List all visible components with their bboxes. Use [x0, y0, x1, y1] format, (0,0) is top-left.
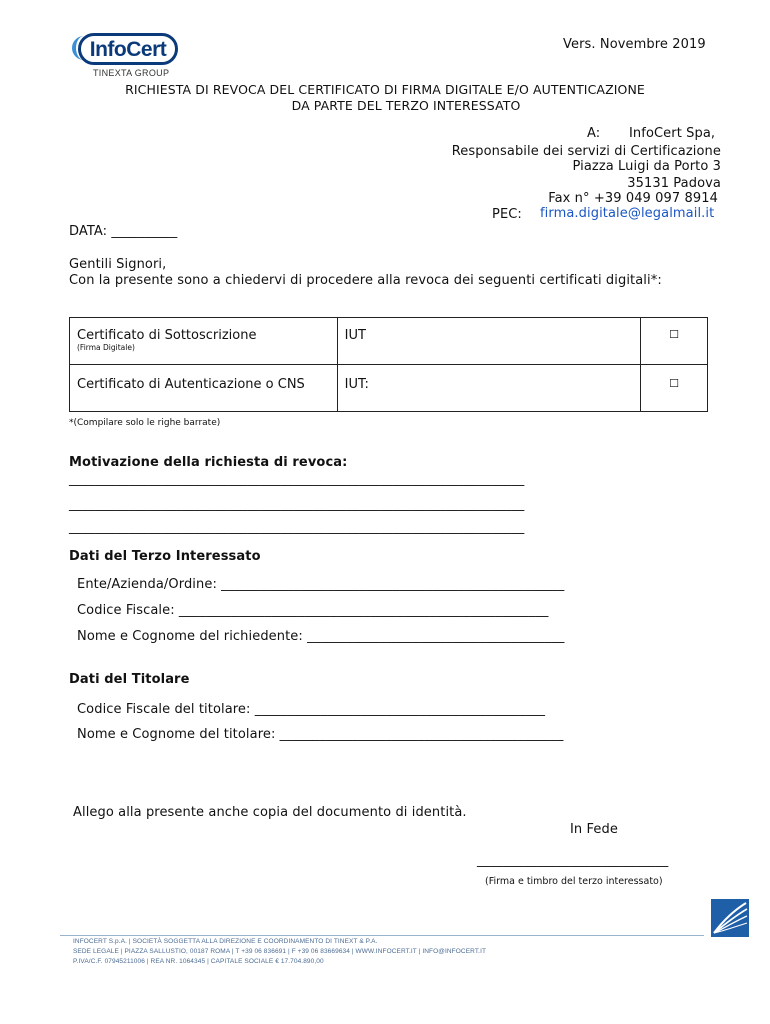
recipient-line2: Piazza Luigi da Porto 3	[572, 159, 721, 174]
date-field[interactable]: DATA: __________	[69, 224, 178, 239]
certificate-name: Certificato di Autenticazione o CNS	[77, 377, 305, 392]
third-party-heading: Dati del Terzo Interessato	[69, 549, 261, 564]
holder-name-field[interactable]: Nome e Cognome del titolare: ___________________________________________	[77, 727, 564, 742]
table-note: *(Compilare solo le righe barrate)	[69, 418, 221, 428]
pec-label: PEC:	[492, 207, 522, 222]
logo-subtitle: TINEXTA GROUP	[93, 68, 170, 78]
recipient-fax: Fax n° +39 049 097 8914	[548, 191, 718, 206]
recipient-to-label: A:	[587, 126, 601, 141]
infocert-logo	[78, 33, 178, 65]
table-row	[70, 318, 708, 365]
motivation-line-2[interactable]: _____________________________________________________________________	[69, 497, 525, 512]
recipient-line3: 35131 Padova	[627, 176, 721, 191]
footer-line-3: P.IVA/C.F. 07945211006 | REA NR. 1064345 | CAPITALE SOCIALE € 17.704.890,00	[73, 958, 324, 965]
greeting: Gentili Signori,	[69, 257, 167, 272]
iut-field[interactable]: IUT	[337, 318, 640, 365]
motivation-heading: Motivazione della richiesta di revoca:	[69, 455, 348, 470]
logo-text: InfoCert	[89, 38, 167, 61]
iut-field[interactable]: IUT:	[337, 365, 640, 412]
recipient-name: InfoCert Spa,	[629, 126, 716, 141]
certificate-checkbox[interactable]: ☐	[641, 318, 708, 365]
recipient-line1: Responsabile dei servizi di Certificazione	[451, 144, 721, 159]
holder-heading: Dati del Titolare	[69, 672, 190, 687]
certificate-name-cell	[70, 318, 338, 365]
codice-fiscale-field[interactable]: Codice Fiscale: ________________________________________________________	[77, 603, 549, 618]
certificates-table	[69, 317, 708, 412]
document-title-line2: DA PARTE DEL TERZO INTERESSATO	[291, 98, 521, 113]
certificate-name: Certificato di Sottoscrizione	[77, 328, 257, 343]
certificate-subtitle: (Firma Digitale)	[77, 343, 135, 352]
in-fede-label: In Fede	[570, 822, 618, 837]
motivation-line-3[interactable]: _____________________________________________________________________	[69, 520, 525, 535]
ente-field[interactable]: Ente/Azienda/Ordine: ____________________________________________________	[77, 577, 565, 592]
footer-line1-rest: SOCIETÀ SOGGETTA ALLA DIREZIONE E COORDINAMENTO DI TINEXT & P.A.	[130, 938, 378, 945]
footer-company: INFOCERT S.p.A. |	[73, 938, 131, 945]
footer-divider	[60, 935, 704, 936]
footer	[73, 937, 673, 967]
footer-line-2: SEDE LEGALE | PIAZZA SALLUSTIO, 00187 ROMA | T +39 06 836691 | F +39 06 83669634 | WWW.INFOCERT.IT | INFO@INFOCERT.IT	[73, 948, 487, 955]
table-row	[70, 365, 708, 412]
holder-codice-fiscale-field[interactable]: Codice Fiscale del titolare: ____________________________________________	[77, 702, 546, 717]
pec-email-link[interactable]: firma.digitale@legalmail.it	[540, 206, 715, 221]
signature-caption: (Firma e timbro del terzo interessato)	[485, 876, 663, 887]
infocert-corner-logo-icon	[711, 899, 749, 937]
motivation-line-1[interactable]: _____________________________________________________________________	[69, 472, 525, 487]
signature-line[interactable]: _____________________________	[477, 853, 669, 868]
attachment-note: Allego alla presente anche copia del documento di identità.	[73, 805, 467, 820]
intro-text: Con la presente sono a chiedervi di procedere alla revoca dei seguenti certificati digitali*:	[69, 273, 662, 288]
certificate-name-cell	[70, 365, 338, 412]
certificate-checkbox[interactable]: ☐	[641, 365, 708, 412]
document-title-line1: RICHIESTA DI REVOCA DEL CERTIFICATO DI FIRMA DIGITALE E/O AUTENTICAZIONE	[125, 82, 645, 97]
footer-line-1	[73, 937, 673, 947]
version-label: Vers. Novembre 2019	[563, 37, 706, 52]
requester-name-field[interactable]: Nome e Cognome del richiedente: _______________________________________	[77, 629, 565, 644]
